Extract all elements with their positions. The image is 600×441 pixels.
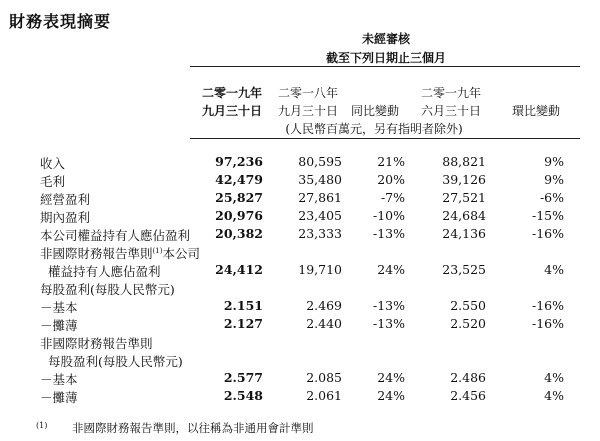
cell-value: 2.486 xyxy=(450,370,486,385)
header-col2-date: 九月三十日 xyxy=(277,104,338,118)
table-row xyxy=(0,208,600,226)
table-row xyxy=(0,352,600,370)
cell-value: 23,525 xyxy=(442,262,486,277)
header-unaudited: 未經審核 xyxy=(361,32,410,46)
cell-value: 2.440 xyxy=(306,316,342,331)
header-rule-top xyxy=(190,66,580,67)
header-rule-bottom xyxy=(190,138,580,139)
cell-value: 2.548 xyxy=(223,388,263,403)
table-row xyxy=(0,370,600,388)
row-label: －基本 xyxy=(40,372,78,387)
header-col1-date: 九月三十日 xyxy=(201,104,262,118)
row-label-pre: 非國際財務報告準則 xyxy=(40,246,153,261)
cell-value: 24,412 xyxy=(215,262,263,277)
row-label: 本公司權益持有人應佔盈利 xyxy=(40,228,191,243)
table-row xyxy=(0,316,600,334)
cell-value: 97,236 xyxy=(215,154,263,169)
footnote-text: 非國際財務報告準則，以往稱為非通用會計準則 xyxy=(72,421,314,435)
header-unit: (人民幣百萬元，另有指明者除外) xyxy=(285,122,463,136)
footnote-ref: (1) xyxy=(152,246,163,255)
cell-value: -6% xyxy=(539,190,564,205)
cell-value: -13% xyxy=(372,316,405,331)
cell-value: 39,126 xyxy=(442,172,486,187)
cell-value: 24% xyxy=(377,370,405,385)
cell-value: 20,382 xyxy=(215,226,263,241)
table-row xyxy=(0,226,600,244)
cell-value: 9% xyxy=(544,172,564,187)
table-row xyxy=(0,190,600,208)
table-row xyxy=(0,154,600,172)
cell-value: 4% xyxy=(544,388,564,403)
row-label xyxy=(40,244,200,262)
cell-value: 2.127 xyxy=(223,316,263,331)
row-label: 毛利 xyxy=(40,174,66,189)
cell-value: 88,821 xyxy=(442,154,486,169)
row-label-post: 本公司 xyxy=(162,246,200,261)
cell-value: 23,405 xyxy=(298,208,342,223)
row-label: －基本 xyxy=(40,300,78,315)
header-col5: 環比變動 xyxy=(511,104,560,118)
cell-value: 9% xyxy=(544,154,564,169)
cell-value: -7% xyxy=(380,190,405,205)
cell-value: 21% xyxy=(377,154,405,169)
cell-value: 2.550 xyxy=(450,298,486,313)
cell-value: 20% xyxy=(377,172,405,187)
cell-value: 19,710 xyxy=(298,262,342,277)
table-row xyxy=(0,244,600,262)
cell-value: 2.151 xyxy=(223,298,263,313)
cell-value: -15% xyxy=(531,208,564,223)
cell-value: 24% xyxy=(377,388,405,403)
cell-value: 2.456 xyxy=(450,388,486,403)
cell-value: 2.061 xyxy=(306,388,342,403)
cell-value: 2.469 xyxy=(306,298,342,313)
page-title: 財務表現摘要 xyxy=(9,12,112,31)
header-period: 截至下列日期止三個月 xyxy=(325,51,446,65)
header-col4-year: 二零一九年 xyxy=(420,86,481,100)
table-row xyxy=(0,262,600,280)
header-col1-year: 二零一九年 xyxy=(201,86,262,100)
row-label: 非國際財務報告準則 xyxy=(40,336,153,351)
table-row xyxy=(0,388,600,406)
cell-value: -16% xyxy=(531,298,564,313)
cell-value: 35,480 xyxy=(298,172,342,187)
cell-value: 27,521 xyxy=(442,190,486,205)
cell-value: 23,333 xyxy=(298,226,342,241)
cell-value: 2.520 xyxy=(450,316,486,331)
cell-value: 24,136 xyxy=(442,226,486,241)
cell-value: -13% xyxy=(372,226,405,241)
table-row xyxy=(0,334,600,352)
row-label: 經營盈利 xyxy=(40,192,91,207)
cell-value: -13% xyxy=(372,298,405,313)
row-label: 權益持有人應佔盈利 xyxy=(48,264,161,279)
cell-value: 42,479 xyxy=(215,172,263,187)
header-col3: 同比變動 xyxy=(350,104,399,118)
row-label: 每股盈利(每股人民幣元) xyxy=(48,354,183,369)
header-col4-date: 六月三十日 xyxy=(420,104,481,118)
row-label: 收入 xyxy=(40,156,66,171)
cell-value: 27,861 xyxy=(298,190,342,205)
header-col2-year: 二零一八年 xyxy=(277,86,338,100)
row-label: －攤薄 xyxy=(40,390,78,405)
cell-value: 20,976 xyxy=(215,208,263,223)
cell-value: -16% xyxy=(531,316,564,331)
cell-value: 2.577 xyxy=(223,370,263,385)
cell-value: -10% xyxy=(372,208,405,223)
cell-value: 25,827 xyxy=(215,190,263,205)
row-label: 期內盈利 xyxy=(40,210,91,225)
cell-value: 4% xyxy=(544,370,564,385)
footnote-mark: (1) xyxy=(36,421,48,430)
row-label: －攤薄 xyxy=(40,318,78,333)
cell-value: 24% xyxy=(377,262,405,277)
row-label: 每股盈利(每股人民幣元) xyxy=(40,282,175,297)
cell-value: 2.085 xyxy=(306,370,342,385)
table-row xyxy=(0,298,600,316)
cell-value: -16% xyxy=(531,226,564,241)
table-row xyxy=(0,280,600,298)
cell-value: 4% xyxy=(544,262,564,277)
table-row xyxy=(0,172,600,190)
cell-value: 80,595 xyxy=(298,154,342,169)
cell-value: 24,684 xyxy=(442,208,486,223)
